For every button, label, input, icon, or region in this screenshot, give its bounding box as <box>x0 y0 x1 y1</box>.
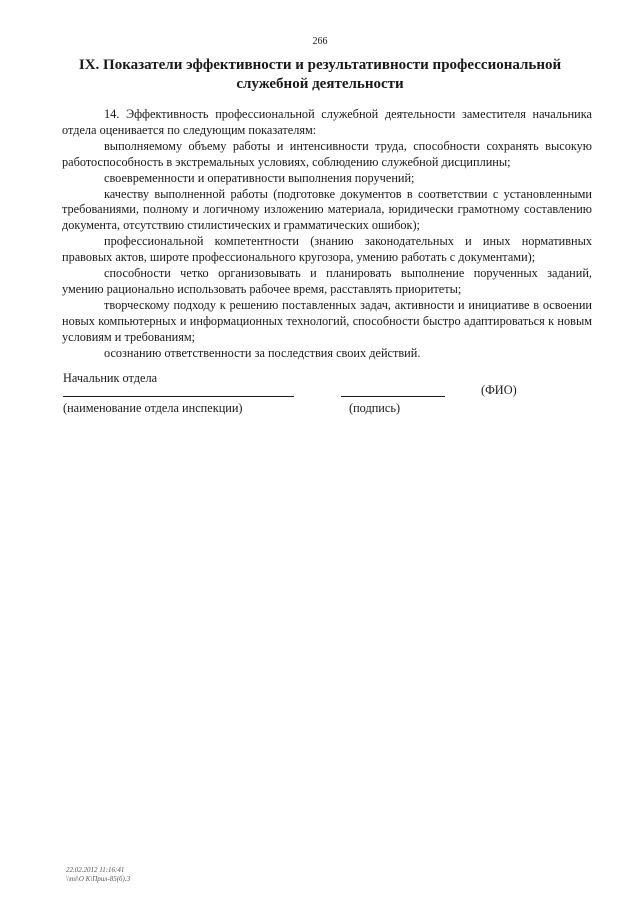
signature-role: Начальник отдела <box>63 371 158 385</box>
footer-timestamp: 22.02.2012 11:16:41 <box>66 866 125 874</box>
department-signature-line <box>63 396 294 397</box>
document-body <box>62 107 592 362</box>
signature-line <box>341 396 445 397</box>
page-number: 266 <box>312 36 328 47</box>
paragraph-criterion: своевременности и оперативности выполнения поручений; <box>104 170 415 185</box>
paragraph-criterion: выполняемому объему работы и интенсивности труда, способности сохранять высокую работоспособность в экстремальных условиях, соблюдению служебной дисциплины; <box>62 138 592 169</box>
paragraph-criterion: качеству выполненной работы (подготовке документов в соответствии с установленными требованиями, полному и логичному изложению материала, юридически грамотному составлению документа, отсутствию стилистических и грамматических ошибок); <box>62 186 592 233</box>
signature-fio: (ФИО) <box>481 383 517 397</box>
paragraph-intro: 14. Эффективность профессиональной служебной деятельности заместителя начальника отдела оценивается по следующим показателям: <box>62 107 592 137</box>
section-title-line-1: IX. Показатели эффективности и результативности профессиональной <box>78 57 562 73</box>
paragraph-criterion: профессиональной компетентности (знанию законодательных и иных нормативных правовых актов, широте профессионального кругозора, умению работать с документами); <box>62 234 592 265</box>
paragraph-criterion: творческому подходу к решению поставленных задач, активности и инициативе в освоении новых компьютерных и информационных технологий, способности быстро адаптироваться к новым условиям и требованиям; <box>62 297 592 344</box>
section-title <box>60 56 580 94</box>
footer-file-path: \\mi\O K\Прил-85(б).3 <box>66 875 131 883</box>
section-title-line-2: служебной деятельности <box>236 76 404 92</box>
paragraph-criterion: осознанию ответственности за последствия своих действий. <box>104 345 421 360</box>
document-footer <box>66 866 130 884</box>
paragraph-criterion: способности четко организовывать и планировать выполнение порученных заданий, умению рационально использовать рабочее время, расставлять приоритеты; <box>62 266 592 296</box>
signature-caption: (подпись) <box>349 401 401 415</box>
department-caption: (наименование отдела инспекции) <box>63 401 243 415</box>
